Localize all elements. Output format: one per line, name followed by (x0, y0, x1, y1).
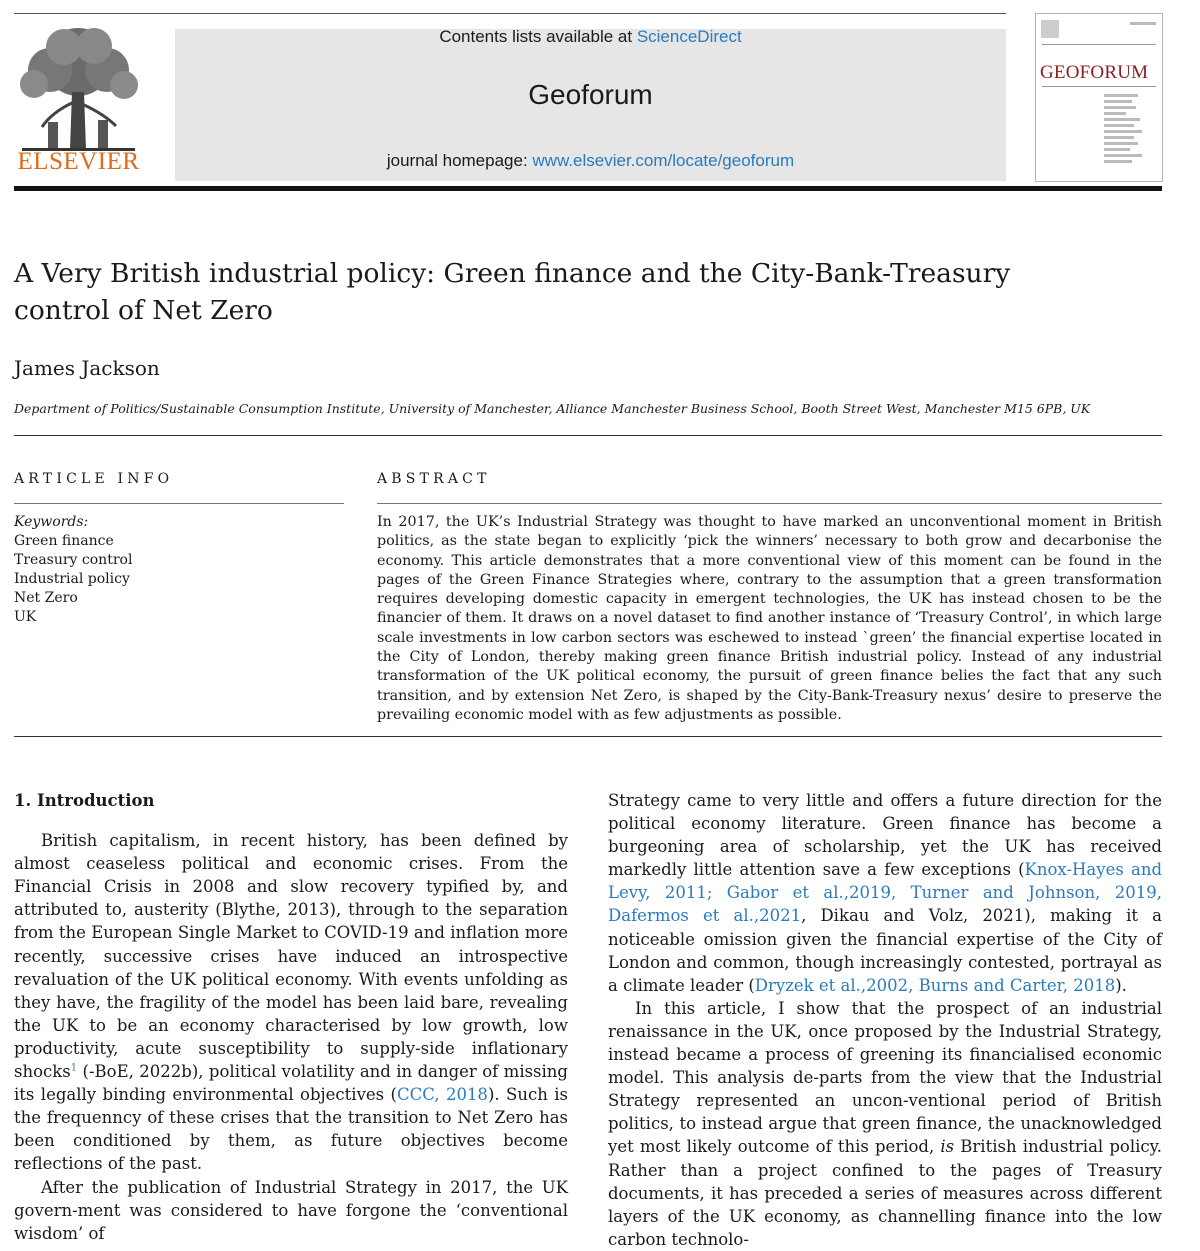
elsevier-wordmark: ELSEVIER (17, 148, 140, 175)
author-name: James Jackson (14, 356, 160, 380)
homepage-line (175, 151, 1006, 171)
article-title: A Very British industrial policy: Green finance and the City-Bank-Treasury control of Net Zero (14, 258, 1011, 326)
keywords-label: Keywords: (14, 514, 89, 530)
journal-header-box (175, 29, 1006, 181)
journal-name: Geoforum (528, 79, 653, 110)
cover-tree-icon (1041, 20, 1059, 38)
text-run: In this article, I show that the prospect of an industrial renaissance in the UK, once proposed by the Industrial Strategy, instead became a process of greening its financialised economic model. This analysis de-parts from the view that the Industrial Strategy represented an uncon-ventional period of British politics, to instead argue that green finance, the unacknowledged yet most likely outcome of this period, (608, 998, 1162, 1157)
text-run: Strategy came to very little and offers a future direction for the political economy literature. Green finance has become a burgeoning area of scholarship, yet the UK has received markedly little attention save a few exceptions ( (608, 791, 1162, 880)
title-divider (14, 435, 1162, 436)
body-left-column (14, 789, 568, 1245)
right-paragraph-1 (608, 789, 1162, 997)
contents-prefix: Contents lists available at (439, 27, 637, 46)
article-info-heading: ARTICLE INFO (14, 471, 174, 487)
text-run: British capitalism, in recent history, has been defined by almost ceaseless political and economic crises. From the Financial Crisis in 2008 and slow recovery typified by, and attributed to, austerity (Blythe, 2013), through to the separation from the European Single Market to COVID-19 and inflation more recently, successive crises have induced an introspective revaluation of the UK political economy. With events unfolding as they have, the fragility of the model has been laid bare, revealing the UK to be an economy characterised by low growth, low productivity, acute susceptibility to supply-side inflationary shocks (14, 831, 568, 1082)
keywords-block (14, 513, 344, 627)
keyword-item: Industrial policy (14, 571, 130, 587)
homepage-prefix: journal homepage: (386, 151, 533, 170)
cover-title: GEOFORUM (1040, 62, 1149, 83)
header-divider (14, 186, 1162, 191)
emphasis-is: is (940, 1137, 955, 1157)
citation-group-2-link[interactable]: Dryzek et al.,2002, Burns and Carter, 2018 (754, 975, 1116, 995)
keyword-item: Green finance (14, 533, 114, 549)
cover-editor-list (1104, 94, 1148, 166)
contents-line (175, 27, 1006, 47)
keyword-item: Treasury control (14, 552, 133, 568)
top-rule (14, 13, 1006, 14)
abstract-text: In 2017, the UK’s Industrial Strategy was thought to have marked an unconventional moment in British politics, as the state began to explicitly ‘pick the winners’ necessary to both grow and decarbonise the economy. This article demonstrates that a more conventional view of this moment can be found in the pages of the Green Finance Strategies where, contrary to the assumption that a green transformation requires developing domestic capacity in emergent technologies, the UK has instead chosen to be the financier of them. It draws on a novel dataset to find another instance of ‘Treasury Control’, in which large scale investments in low carbon sectors was eschewed to instead `green’ the financial expertise located in the City of London, thereby making green finance British industrial policy. Instead of any industrial transformation of the UK political economy, the pursuit of green finance belies the fact that any such transition, and by extension Net Zero, is shaped by the City-Bank-Treasury nexus’ desire to preserve the prevailing economic model with as few adjustments as possible. (377, 514, 1162, 723)
keyword-item: Net Zero (14, 590, 78, 606)
citation-group-1-link[interactable]: Knox-Hayes and Levy, 2011; Gabor et al.,2019, Turner and Johnson, 2019, Dafermos et al.,2021 (608, 860, 1163, 926)
text-run: , Dikau and Volz, 2021), making it a noticeable omission given the financial expertise of the City of London and common, though increasingly contested, portrayal as a climate leader ( (608, 906, 1163, 995)
sciencedirect-link[interactable]: ScienceDirect (636, 27, 742, 46)
text-run: British industrial policy. Rather than a project confined to the pages of Treasury documents, it has preceded a series of measures across different layers of the UK economy, as channelling finance into the low carbon technolo- (608, 1137, 1163, 1249)
section-heading-introduction: 1. Introduction (14, 791, 155, 810)
intro-paragraph-1 (14, 829, 568, 1175)
abstract-bottom-divider (14, 736, 1162, 737)
keyword-item: UK (14, 609, 37, 625)
abstract-divider (377, 503, 1162, 504)
abstract-heading: ABSTRACT (377, 471, 491, 487)
text-run: ). (1115, 975, 1127, 995)
text-run: (-BoE, 2022b), political volatility and in danger of missing its legally binding environmental objectives ( (14, 1062, 568, 1105)
right-paragraph-2 (608, 997, 1162, 1251)
author-affiliation: Department of Politics/Sustainable Consumption Institute, University of Manchester, Alliance Manchester Business School, Booth Street West, Manchester M15 6PB, UK (14, 401, 1091, 416)
body-right-column (608, 789, 1162, 1251)
text-run: ). Such is the frequenncy of these crises that the transition to Net Zero has been conditioned by them, as future objectives become reflections of the past. (14, 1085, 568, 1174)
journal-cover (1035, 13, 1163, 182)
info-divider (14, 503, 344, 504)
journal-homepage-link[interactable]: www.elsevier.com/locate/geoforum (532, 151, 795, 170)
elsevier-logo (12, 22, 145, 177)
intro-paragraph-2: After the publication of Industrial Strategy in 2017, the UK govern-ment was considered to have forgone the ‘conventional wisdom’ of (14, 1177, 568, 1243)
citation-ccc-2018-link[interactable]: CCC, 2018 (397, 1085, 488, 1105)
footnote-1-link[interactable]: 1 (70, 1062, 78, 1074)
